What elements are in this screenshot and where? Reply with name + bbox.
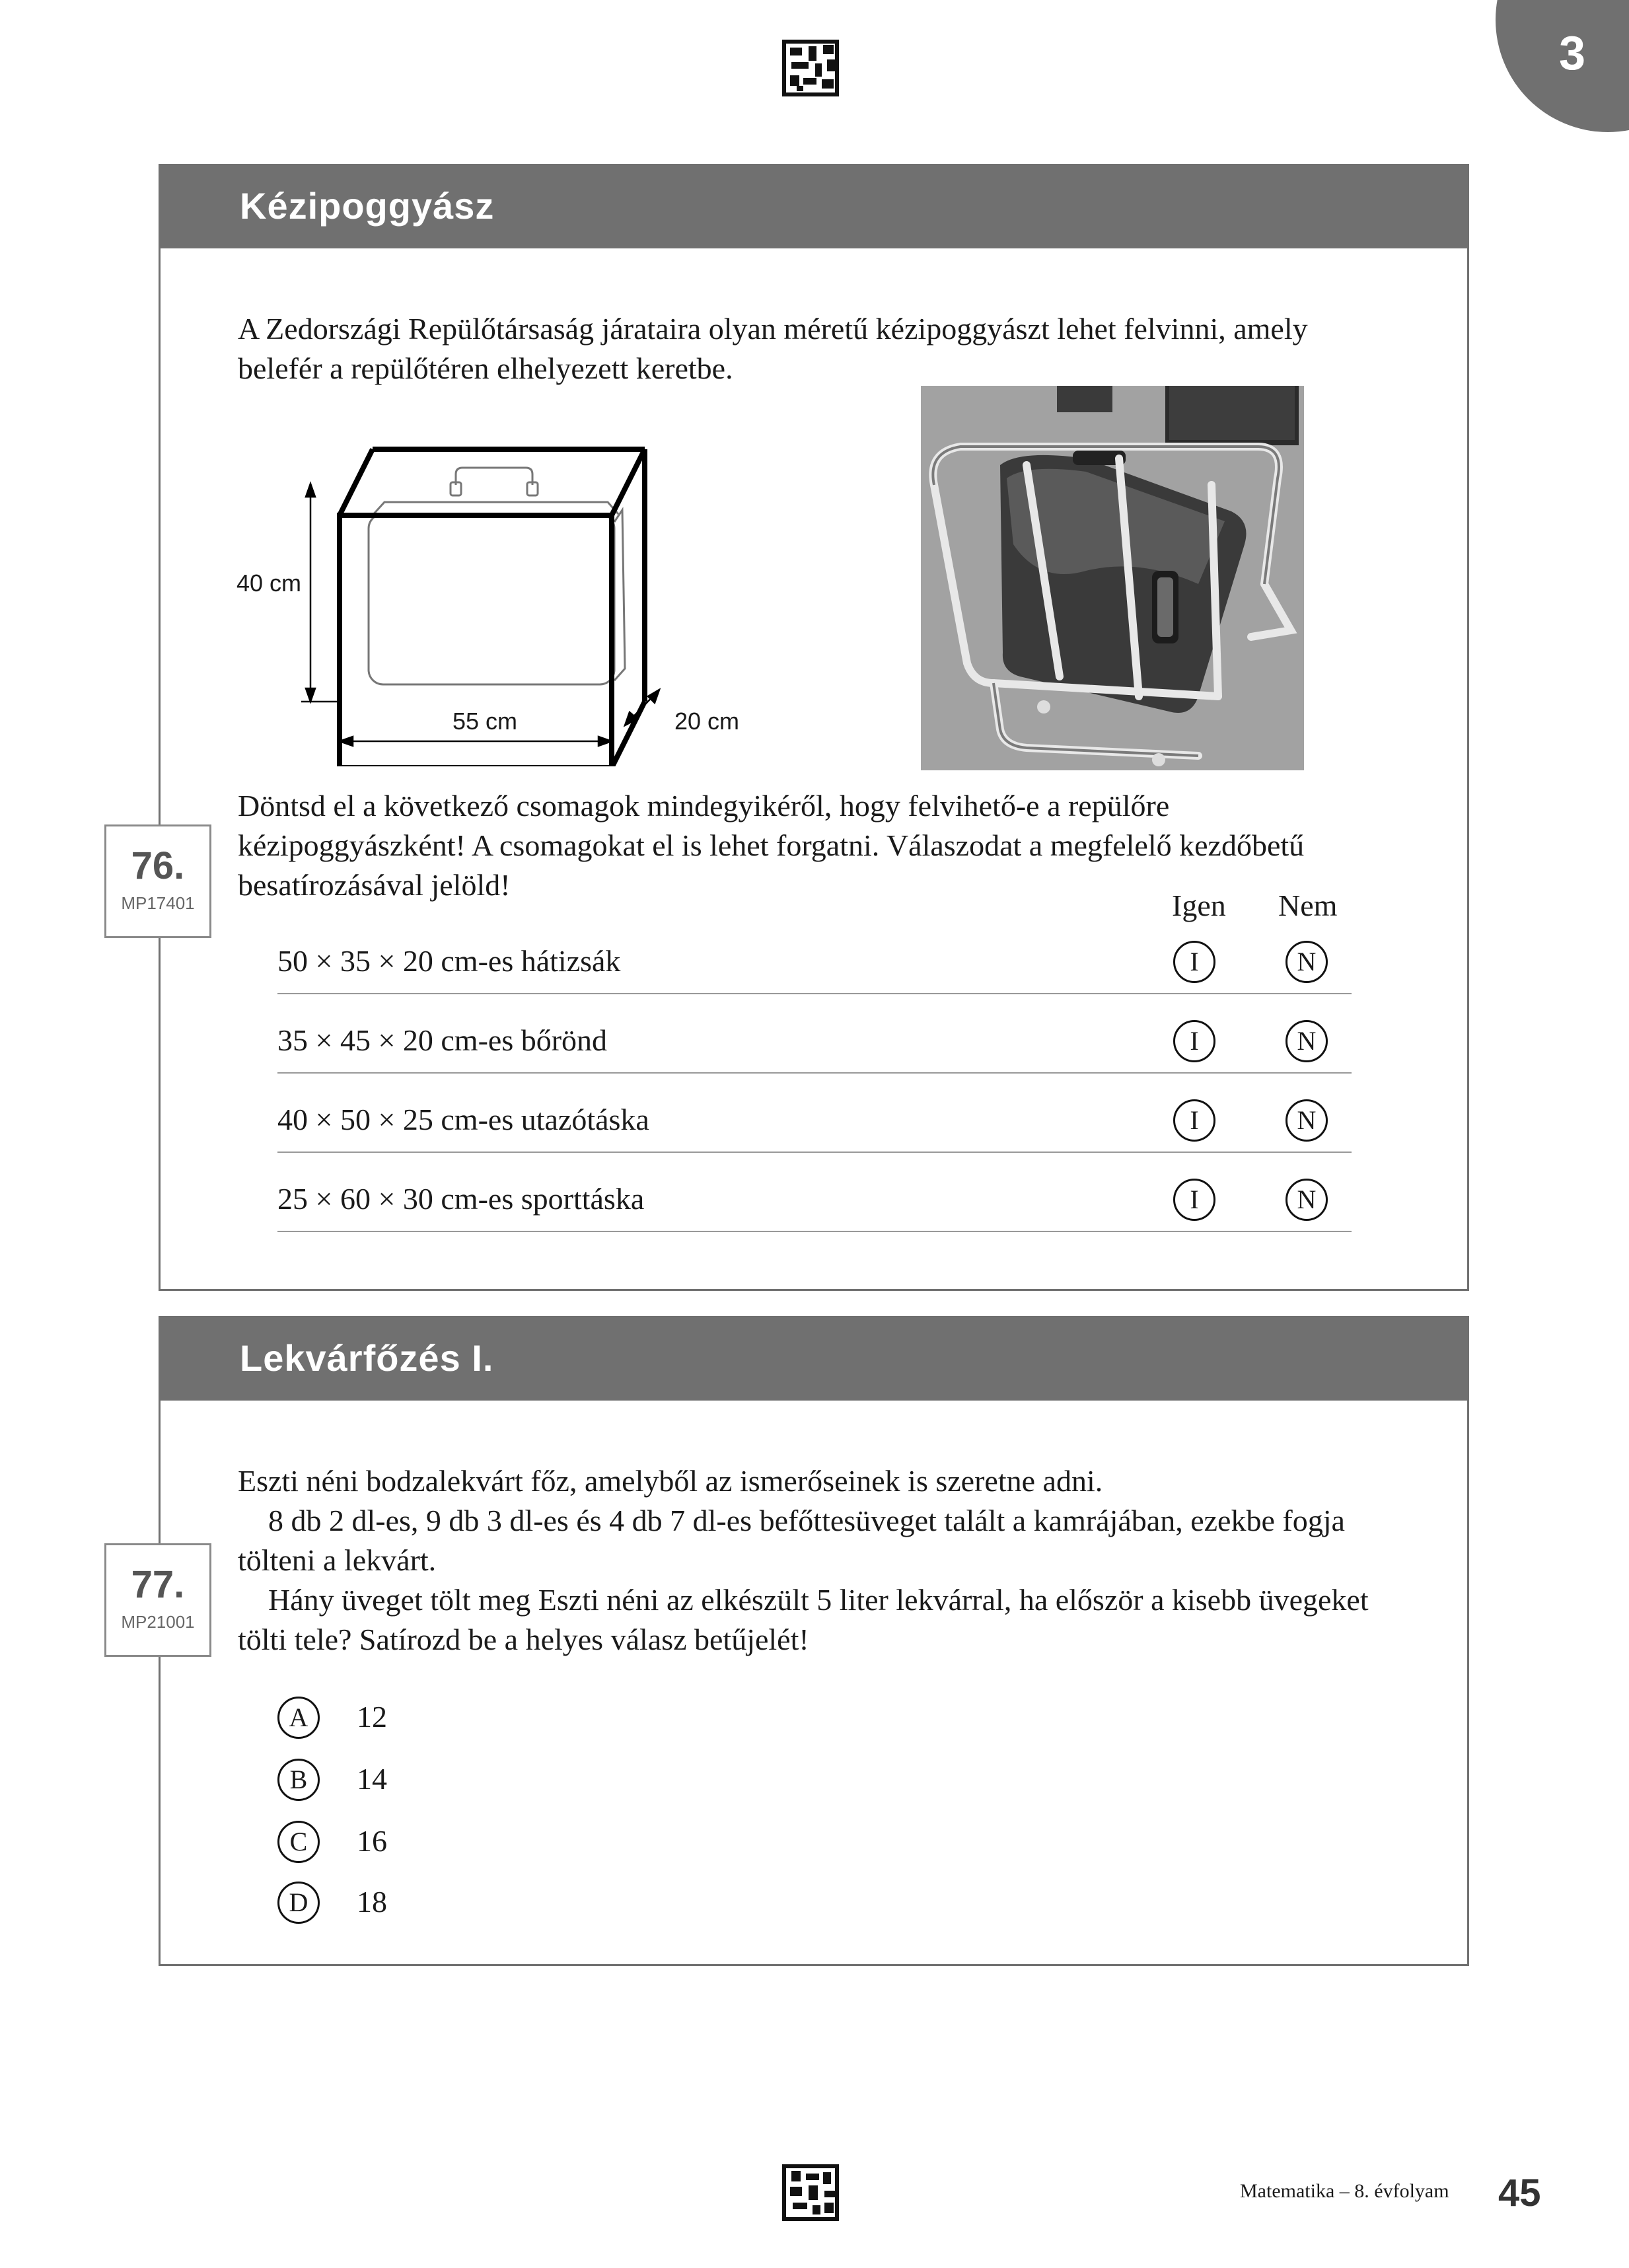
answer-row-label: 25 × 60 × 30 cm-es sporttáska [277, 1182, 645, 1216]
problem-line-5: tölti tele? Satírozd be a helyes válasz betűjelét! [238, 1623, 809, 1656]
answer-row-label: 50 × 35 × 20 cm-es hátizsák [277, 944, 621, 978]
luggage-frame-photo [921, 386, 1304, 770]
answer-yes-bubble[interactable]: I [1173, 941, 1215, 983]
task-number-box-76 [104, 824, 211, 938]
task-number-box-77 [104, 1543, 211, 1657]
bottom-barcode-icon [782, 2164, 839, 2221]
answer-no-bubble[interactable]: N [1285, 1020, 1328, 1062]
question-line-2: kézipoggyászként! A csomagokat el is lehet forgatni. Válaszodat a megfelelő kezdőbetű [238, 828, 1305, 862]
section-title: Lekvárfőzés I. [240, 1337, 494, 1379]
question-line-3: besatírozásával jelöld! [238, 868, 511, 902]
option-c-bubble[interactable]: C [277, 1821, 320, 1863]
option-d-value: 18 [357, 1885, 387, 1919]
answer-no-bubble[interactable]: N [1285, 1099, 1328, 1142]
answer-yes-bubble[interactable]: I [1173, 1099, 1215, 1142]
top-barcode-icon [782, 40, 839, 96]
task-code: MP17401 [121, 893, 195, 913]
section-header [161, 1318, 1467, 1401]
answer-yes-bubble[interactable]: I [1173, 1179, 1215, 1221]
task-code: MP21001 [121, 1612, 195, 1632]
row-divider [277, 1152, 1352, 1153]
section-title: Kézipoggyász [240, 185, 495, 227]
option-c-value: 16 [357, 1824, 387, 1858]
answer-row-label: 40 × 50 × 25 cm-es utazótáska [277, 1103, 649, 1136]
section-header [161, 166, 1467, 248]
problem-line-2: 8 db 2 dl-es, 9 db 3 dl-es és 4 db 7 dl-es befőttesüveget talált a kamrájában, ezekbe fogja [268, 1504, 1345, 1537]
column-header-yes: Igen [1172, 889, 1226, 922]
answer-no-bubble[interactable]: N [1285, 1179, 1328, 1221]
problem-line-1: Eszti néni bodzalekvárt főz, amelyből az ismerőseinek is szeretne adni. [238, 1464, 1103, 1498]
row-divider [277, 1231, 1352, 1232]
question-line-1: Döntsd el a következő csomagok mindegyikéről, hogy felvihető-e a repülőre [238, 789, 1170, 823]
option-d-bubble[interactable]: D [277, 1882, 320, 1924]
problem-line-4: Hány üveget tölt meg Eszti néni az elkészült 5 liter lekvárral, ha először a kisebb üvegeket [268, 1583, 1369, 1617]
column-header-no: Nem [1278, 889, 1338, 922]
task-number: 77. [131, 1563, 185, 1606]
row-divider [277, 1072, 1352, 1074]
answer-no-bubble[interactable]: N [1285, 941, 1328, 983]
problem-line-3: tölteni a lekvárt. [238, 1543, 437, 1577]
intro-line-1: A Zedországi Repülőtársaság járataira olyan méretű kézipoggyászt lehet felvinni, amely [238, 312, 1308, 346]
answer-yes-bubble[interactable]: I [1173, 1020, 1215, 1062]
row-divider [277, 993, 1352, 994]
option-b-bubble[interactable]: B [277, 1759, 320, 1801]
depth-label: 20 cm [674, 708, 740, 735]
answer-row-label: 35 × 45 × 20 cm-es bőrönd [277, 1023, 608, 1057]
footer-subject: Matematika – 8. évfolyam [1240, 2180, 1449, 2202]
width-label: 55 cm [452, 708, 518, 735]
option-a-value: 12 [357, 1700, 387, 1734]
intro-line-2: belefér a repülőtéren elhelyezett keretbe. [238, 351, 733, 385]
option-b-value: 14 [357, 1762, 387, 1796]
corner-tab-number: 3 [1558, 27, 1586, 80]
option-a-bubble[interactable]: A [277, 1697, 320, 1739]
task-number: 76. [131, 844, 185, 887]
page-number: 45 [1498, 2172, 1541, 2214]
height-label: 40 cm [236, 569, 302, 597]
